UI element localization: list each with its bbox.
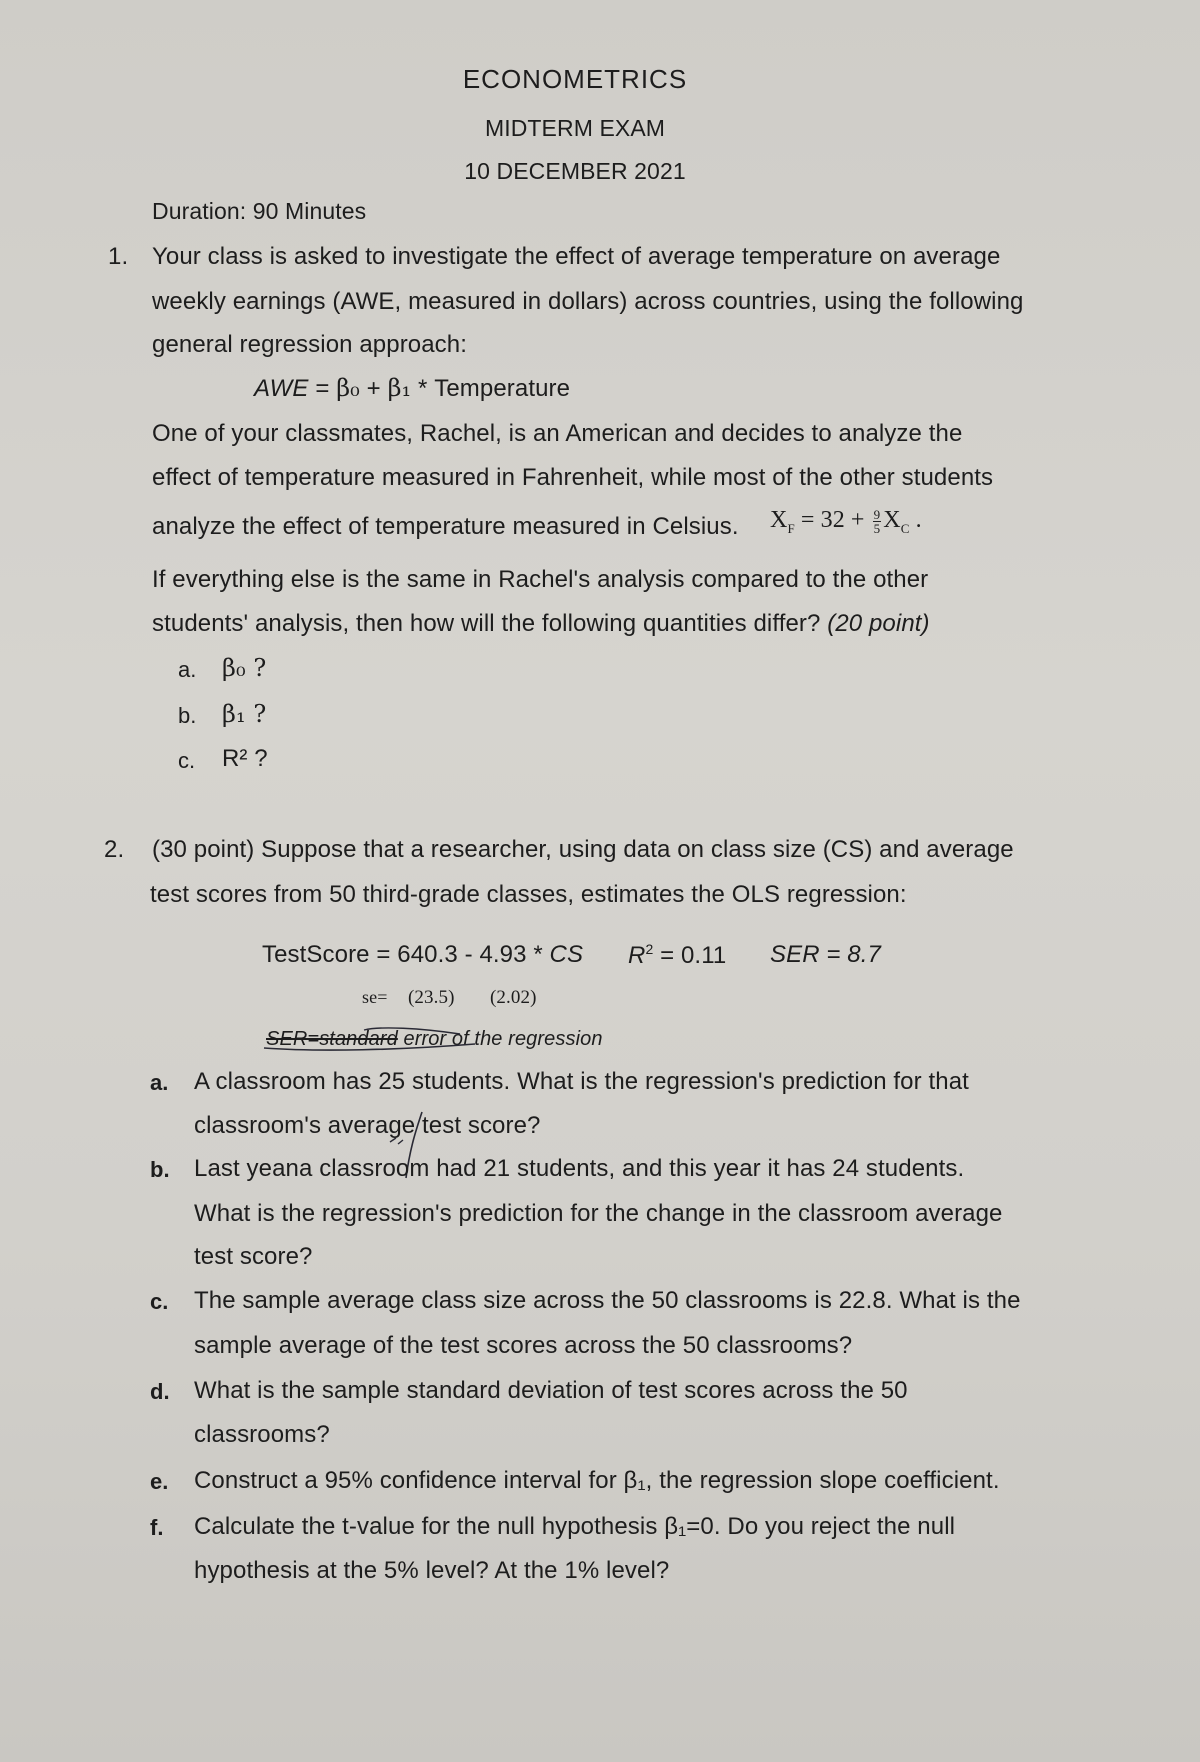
q2-part-b-line-3: test score? xyxy=(194,1243,313,1270)
q2-part-a-line-2: classroom's average test score? xyxy=(194,1112,541,1139)
q2-part-d-line-2: classrooms? xyxy=(194,1421,330,1448)
exam-date: 10 DECEMBER 2021 xyxy=(464,158,686,184)
temperature-conversion-formula: $X_F = 32$ + $\frac{9}{5}$ $X_C$ . xyxy=(770,506,922,536)
q2-regression-equation: TestScore = 640.3 - 4.93 * CS xyxy=(262,941,584,968)
q2-part-c-label: c. xyxy=(150,1289,169,1314)
q1-line-3: general regression approach: xyxy=(152,331,467,358)
q2-part-a-line-1: A classroom has 25 students. What is the regression's prediction for that xyxy=(194,1068,969,1095)
q1-para3-line-2: students' analysis, then how will the following quantities differ? (20 point) xyxy=(152,610,930,637)
q1-part-a-label: a. xyxy=(178,657,197,682)
q2-part-c-line-2: sample average of the test scores across the 50 classrooms? xyxy=(194,1332,853,1359)
q2-number: 2. xyxy=(104,836,125,863)
struck-text: SER=standard xyxy=(266,1028,398,1050)
q2-part-d-line-1: What is the sample standard deviation of test scores across the 50 xyxy=(194,1377,908,1404)
q2-part-c-line-1: The sample average class size across the 50 classrooms is 22.8. What is the xyxy=(194,1287,1021,1314)
q2-ser-note: SER=standard error of the regression xyxy=(266,1028,603,1050)
q1-part-c-label: c. xyxy=(178,748,196,773)
q2-part-f-line-2: hypothesis at the 5% level? At the 1% level? xyxy=(194,1557,670,1584)
beta1-symbol: β₁ xyxy=(387,374,412,402)
q2-se-intercept: (23.5) xyxy=(408,987,455,1008)
q1-para2-line-3: analyze the effect of temperature measured in Celsius. xyxy=(152,513,739,540)
q1-part-a-text: β₀ ? xyxy=(222,654,267,682)
q2-part-b-label: b. xyxy=(150,1157,170,1182)
q1-line-2: weekly earnings (AWE, measured in dollars) across countries, using the following xyxy=(152,288,1024,315)
q2-se-slope: (2.02) xyxy=(490,987,537,1008)
exam-duration: Duration: 90 Minutes xyxy=(152,198,367,224)
q2-part-d-label: d. xyxy=(150,1379,170,1404)
q2-part-f-label: f. xyxy=(150,1515,164,1540)
q1-number: 1. xyxy=(108,243,129,270)
q1-para2-line-1: One of your classmates, Rachel, is an American and decides to analyze the xyxy=(152,420,963,447)
q1-para2-line-2: effect of temperature measured in Fahrenheit, while most of the other students xyxy=(152,464,994,491)
q1-line-1: Your class is asked to investigate the effect of average temperature on average xyxy=(152,243,1001,270)
beta0-symbol: β₀ xyxy=(336,374,360,402)
q1-points: (20 point) xyxy=(827,610,930,637)
q2-part-b-line-2: What is the regression's prediction for the change in the classroom average xyxy=(194,1200,1003,1227)
q2-se-label: se= xyxy=(362,987,388,1007)
q2-r-squared: $R^2 = 0.11$ xyxy=(628,941,727,969)
q2-ser: SER = 8.7 xyxy=(770,941,881,968)
exam-title: MIDTERM EXAM xyxy=(484,115,666,141)
q2-line-2: test scores from 50 third-grade classes, estimates the OLS regression: xyxy=(150,881,907,908)
nine-fifths-fraction: $\frac{9}{5}$ xyxy=(873,506,881,536)
q2-part-a-label: a. xyxy=(150,1070,169,1095)
q1-para3-line-1: If everything else is the same in Rachel's analysis compared to the other xyxy=(152,566,929,593)
q2-line-1: (30 point) Suppose that a researcher, using data on class size (CS) and average xyxy=(152,836,1014,863)
course-title: ECONOMETRICS xyxy=(462,64,688,94)
q2-part-f-line-1: Calculate the t-value for the null hypothesis β₁=0. Do you reject the null xyxy=(194,1513,956,1540)
q1-part-c-text: R² ? xyxy=(222,745,268,772)
q2-part-e-line-1: Construct a 95% confidence interval for β₁, the regression slope coefficient. xyxy=(194,1467,1000,1494)
q1-part-b-text: β₁ ? xyxy=(222,700,267,728)
handwritten-underline xyxy=(260,1020,490,1056)
q2-part-b-line-1: Last yeana classroom had 21 students, and this year it has 24 students. xyxy=(194,1155,965,1182)
q1-model-equation: AWE = β₀ + β₁ * Temperature xyxy=(254,374,571,402)
q1-part-b-label: b. xyxy=(178,703,197,728)
awe-symbol: AWE xyxy=(254,375,309,402)
q2-part-e-label: e. xyxy=(150,1469,169,1494)
